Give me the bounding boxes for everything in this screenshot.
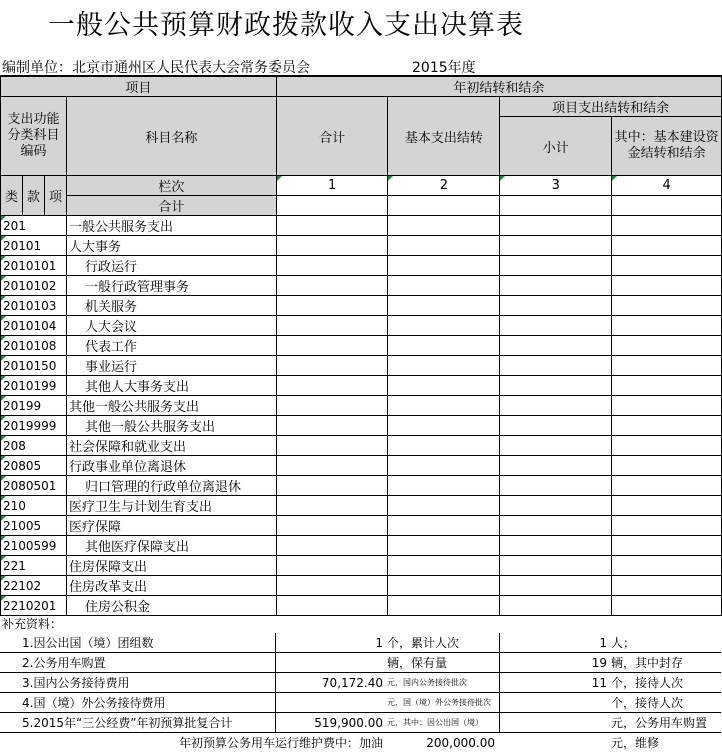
- row-name: 住房保障支出: [66, 556, 276, 576]
- table-row: [1, 276, 722, 296]
- row-value-cell: [276, 536, 388, 556]
- supplement-value-1: 70,172.40: [275, 673, 387, 693]
- sum-cell: [500, 196, 612, 216]
- row-code: 2010102: [1, 276, 67, 296]
- row-value-cell: [388, 396, 500, 416]
- row-value-cell: [276, 476, 388, 496]
- supplement-value-1: [275, 693, 387, 713]
- table-row: [1, 316, 722, 336]
- row-value-cell: [500, 376, 612, 396]
- row-value-cell: [276, 336, 388, 356]
- row-value-cell: [612, 496, 722, 516]
- row-value-cell: [388, 576, 500, 596]
- row-value-cell: [612, 216, 722, 236]
- row-code: 20199: [1, 396, 67, 416]
- table-row: [1, 216, 722, 236]
- subject-name-header: 科目名称: [66, 97, 276, 176]
- row-value-cell: [276, 356, 388, 376]
- row-code: 2010103: [1, 296, 67, 316]
- row-value-cell: [500, 256, 612, 276]
- row-value-cell: [500, 516, 612, 536]
- table-row: [1, 436, 722, 456]
- row-value-cell: [276, 256, 388, 276]
- sum-cell: [276, 196, 388, 216]
- supplement-value-1: [275, 653, 387, 673]
- col-no-3: 3: [500, 176, 612, 196]
- report-year: 2015年度: [412, 60, 476, 76]
- supplement-item-label: 5.2015年“三公经费”年初预算批复合计: [0, 713, 275, 733]
- supplement-text-2: 个，接待人次: [611, 673, 721, 693]
- row-value-cell: [612, 476, 722, 496]
- row-name: 代表工作: [66, 336, 276, 356]
- row-value-cell: [500, 356, 612, 376]
- row-code: 221: [1, 556, 67, 576]
- row-code: 2010150: [1, 356, 67, 376]
- page-title: 一般公共预算财政拨款收入支出决算表: [48, 10, 524, 41]
- table-row: [1, 576, 722, 596]
- col-no-2: 2: [388, 176, 500, 196]
- row-code: 208: [1, 436, 67, 456]
- supplement-text-1: 元，国（境）外公务接待批次: [387, 693, 499, 713]
- supplement-row: [0, 653, 721, 673]
- row-value-cell: [500, 536, 612, 556]
- supplement-value-1: 1: [275, 633, 387, 653]
- row-value-cell: [500, 316, 612, 336]
- row-name: 归口管理的行政单位离退休: [66, 476, 276, 496]
- row-value-cell: [612, 276, 722, 296]
- row-value-cell: [500, 336, 612, 356]
- row-value-cell: [500, 296, 612, 316]
- supplement-last-blank: [499, 733, 611, 753]
- budget-table: [0, 76, 722, 616]
- row-name: 其他一般公共服务支出: [66, 396, 276, 416]
- row-value-cell: [612, 536, 722, 556]
- row-code: 2080501: [1, 476, 67, 496]
- row-value-cell: [276, 576, 388, 596]
- sum-row-label: 合计: [66, 196, 276, 216]
- table-row: [1, 596, 722, 616]
- col-no-4: 4: [612, 176, 722, 196]
- row-name: 其他人大事务支出: [66, 376, 276, 396]
- table-row: [1, 336, 722, 356]
- row-value-cell: [612, 396, 722, 416]
- row-value-cell: [388, 296, 500, 316]
- row-value-cell: [276, 496, 388, 516]
- project-carryover-header: 项目支出结转和结余: [500, 97, 722, 117]
- unit-label: 编制单位：北京市通州区人民代表大会常务委员会: [2, 60, 310, 76]
- table-row: [1, 416, 722, 436]
- row-value-cell: [388, 556, 500, 576]
- row-value-cell: [388, 216, 500, 236]
- supplement-text-1: 元，国内公务接待批次: [387, 673, 499, 693]
- capital-header: 其中：基本建设资金结转和结余: [612, 117, 722, 176]
- table-row: [1, 356, 722, 376]
- row-code: 2019999: [1, 416, 67, 436]
- supplement-item-label: 1.因公出国（境）团组数: [0, 633, 275, 653]
- unit-row: [0, 57, 722, 76]
- row-value-cell: [388, 256, 500, 276]
- table-row: [1, 476, 722, 496]
- table-row: [1, 536, 722, 556]
- row-value-cell: [612, 516, 722, 536]
- supplement-text-1: 元，其中：因公出国（境）: [387, 713, 499, 733]
- row-name: 人大事务: [66, 236, 276, 256]
- row-value-cell: [612, 456, 722, 476]
- row-value-cell: [612, 296, 722, 316]
- row-value-cell: [612, 436, 722, 456]
- row-value-cell: [276, 276, 388, 296]
- supplement-value-1: 519,900.00: [275, 713, 387, 733]
- subtotal-header: 小计: [500, 117, 612, 176]
- supplement-text-2: 辆，其中封存: [611, 653, 721, 673]
- row-value-cell: [388, 316, 500, 336]
- supplement-value-2: 1: [499, 633, 611, 653]
- basic-carryover-header: 基本支出结转: [388, 97, 500, 176]
- row-name: 住房改革支出: [66, 576, 276, 596]
- beginning-balance-header: 年初结转和结余: [276, 77, 721, 97]
- row-value-cell: [276, 236, 388, 256]
- row-name: 其他一般公共服务支出: [66, 416, 276, 436]
- row-code: 2010199: [1, 376, 67, 396]
- supplement-value-2: [499, 693, 611, 713]
- row-value-cell: [388, 476, 500, 496]
- table-row: [1, 556, 722, 576]
- supplement-item-label: 4.国（境）外公务接待费用: [0, 693, 275, 713]
- row-value-cell: [388, 596, 500, 616]
- row-value-cell: [276, 216, 388, 236]
- kuan-header: 款: [22, 176, 44, 216]
- row-value-cell: [276, 376, 388, 396]
- row-value-cell: [500, 456, 612, 476]
- supplement-text-1: 个，累计人次: [387, 633, 499, 653]
- row-value-cell: [500, 576, 612, 596]
- row-value-cell: [500, 556, 612, 576]
- row-value-cell: [612, 336, 722, 356]
- row-value-cell: [276, 416, 388, 436]
- sum-cell: [612, 196, 722, 216]
- row-value-cell: [276, 296, 388, 316]
- row-value-cell: [388, 416, 500, 436]
- row-value-cell: [500, 596, 612, 616]
- row-value-cell: [388, 536, 500, 556]
- row-name: 人大会议: [66, 316, 276, 336]
- row-value-cell: [500, 476, 612, 496]
- supplement-value-2: [499, 713, 611, 733]
- row-name: 医疗卫生与计划生育支出: [66, 496, 276, 516]
- row-name: 其他医疗保障支出: [66, 536, 276, 556]
- row-value-cell: [500, 416, 612, 436]
- row-code: 210: [1, 496, 67, 516]
- supplement-row: [0, 693, 721, 713]
- supplement-row: [0, 733, 721, 753]
- row-value-cell: [500, 436, 612, 456]
- row-value-cell: [388, 276, 500, 296]
- row-name: 一般行政管理事务: [66, 276, 276, 296]
- row-value-cell: [276, 456, 388, 476]
- supplement-text-1: 辆，保有量: [387, 653, 499, 673]
- row-code: 20101: [1, 236, 67, 256]
- row-name: 医疗保障: [66, 516, 276, 536]
- table-row: [1, 256, 722, 276]
- row-code: 2100599: [1, 536, 67, 556]
- total-header: 合计: [276, 97, 388, 176]
- row-name: 行政运行: [66, 256, 276, 276]
- supplement-text-2: 人；: [611, 633, 721, 653]
- row-code: 201: [1, 216, 67, 236]
- supplement-last-tail: 元，维修: [611, 736, 660, 750]
- row-value-cell: [388, 236, 500, 256]
- table-row: [1, 516, 722, 536]
- sum-cell: [388, 196, 500, 216]
- row-value-cell: [612, 576, 722, 596]
- row-value-cell: [388, 496, 500, 516]
- row-value-cell: [388, 356, 500, 376]
- row-value-cell: [276, 516, 388, 536]
- row-code: 2010104: [1, 316, 67, 336]
- row-value-cell: [612, 416, 722, 436]
- column-no-header: 栏次: [66, 176, 276, 196]
- row-value-cell: [500, 216, 612, 236]
- row-value-cell: [388, 376, 500, 396]
- table-row: [1, 496, 722, 516]
- supplement-table: [0, 614, 721, 752]
- row-name: 行政事业单位离退休: [66, 456, 276, 476]
- supplement-last-value: 200,000.00: [426, 735, 495, 750]
- supplement-row: [0, 633, 721, 653]
- row-code: 2010108: [1, 336, 67, 356]
- project-header: 项目: [1, 77, 277, 97]
- table-row: [1, 296, 722, 316]
- table-row: [1, 456, 722, 476]
- row-value-cell: [612, 556, 722, 576]
- row-value-cell: [612, 256, 722, 276]
- row-code: 21005: [1, 516, 67, 536]
- row-value-cell: [612, 596, 722, 616]
- row-value-cell: [500, 496, 612, 516]
- row-code: 2210201: [1, 596, 67, 616]
- supplement-last-label: 年初预算公务用车运行维护费中：加油: [178, 736, 383, 750]
- row-value-cell: [388, 336, 500, 356]
- row-value-cell: [388, 436, 500, 456]
- supplement-value-2: 19: [499, 653, 611, 673]
- row-value-cell: [276, 396, 388, 416]
- row-value-cell: [500, 236, 612, 256]
- row-value-cell: [612, 376, 722, 396]
- row-value-cell: [276, 436, 388, 456]
- row-value-cell: [612, 356, 722, 376]
- supplement-label: 补充资料：: [2, 617, 63, 631]
- row-value-cell: [612, 316, 722, 336]
- row-value-cell: [612, 236, 722, 256]
- supplement-value-2: 11: [499, 673, 611, 693]
- row-value-cell: [276, 556, 388, 576]
- xiang-header: 项: [44, 176, 66, 216]
- supplement-row: [0, 713, 721, 733]
- row-code: 2010101: [1, 256, 67, 276]
- row-value-cell: [388, 516, 500, 536]
- row-name: 社会保障和就业支出: [66, 436, 276, 456]
- col-no-1: 1: [276, 176, 388, 196]
- supplement-item-label: 3.国内公务接待费用: [0, 673, 275, 693]
- row-name: 一般公共服务支出: [66, 216, 276, 236]
- supplement-item-label: 2.公务用车购置: [0, 653, 275, 673]
- row-value-cell: [276, 596, 388, 616]
- table-row: [1, 396, 722, 416]
- func-code-header: 支出功能分类科目编码: [1, 97, 67, 176]
- row-value-cell: [388, 456, 500, 476]
- row-code: 22102: [1, 576, 67, 596]
- table-row: [1, 376, 722, 396]
- lei-header: 类: [1, 176, 23, 216]
- table-row: [1, 236, 722, 256]
- row-name: 机关服务: [66, 296, 276, 316]
- row-value-cell: [500, 276, 612, 296]
- row-name: 住房公积金: [66, 596, 276, 616]
- supplement-row: [0, 673, 721, 693]
- row-value-cell: [276, 316, 388, 336]
- row-code: 20805: [1, 456, 67, 476]
- supplement-text-2: 个，接待人次: [611, 693, 721, 713]
- supplement-text-2: 元，公务用车购置: [611, 713, 721, 733]
- row-name: 事业运行: [66, 356, 276, 376]
- row-value-cell: [500, 396, 612, 416]
